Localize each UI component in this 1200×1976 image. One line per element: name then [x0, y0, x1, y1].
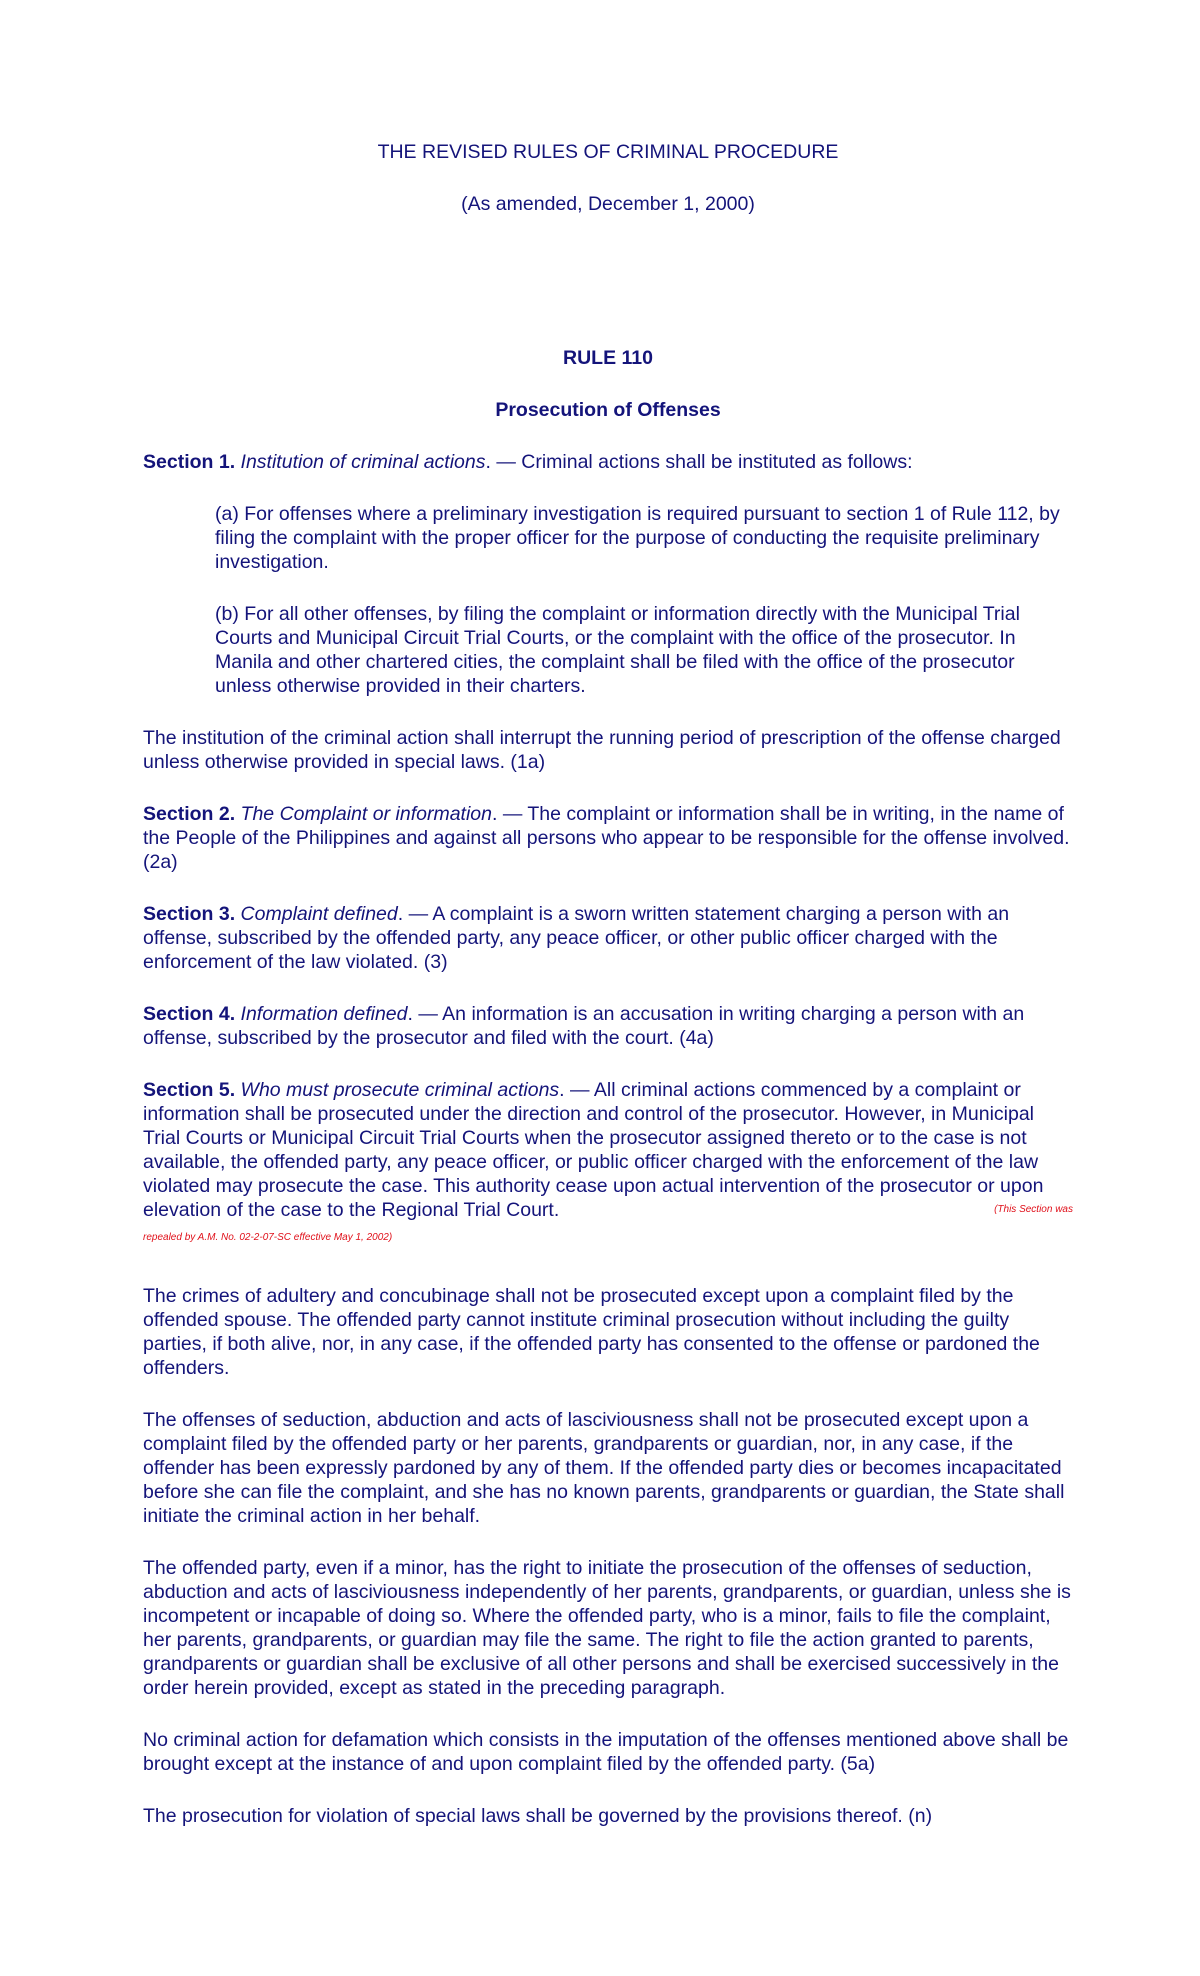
section-1-clause-a: (a) For offenses where a preliminary investigation is required pursuant to section 1 of Rule 112, by filing the complaint with the proper officer for the purpose of conducting the requisite preliminary investigation. [215, 503, 1060, 573]
section-5 [143, 1078, 1073, 1246]
section-title: Complaint defined [240, 903, 398, 925]
section-number: Section 5. [143, 1079, 236, 1101]
repeal-note-end: repealed by A.M. No. 02-2-07-SC effective May 1, 2002) [143, 1232, 393, 1243]
section-title: The Complaint or information [240, 803, 492, 825]
section-number: Section 4. [143, 1003, 236, 1025]
section-number: Section 2. [143, 803, 236, 825]
section-title: Who must prosecute criminal actions [240, 1079, 560, 1101]
rule-title: Prosecution of Offenses [495, 399, 721, 421]
section-3 [143, 902, 1073, 974]
section-1-paragraph: The institution of the criminal action shall interrupt the running period of prescription of the offense charged unless otherwise provided in special laws. (1a) [143, 727, 1061, 773]
paragraph-defamation: No criminal action for defamation which consists in the imputation of the offenses mentioned above shall be brought except at the instance of and upon complaint filed by the offended party. (5a) [143, 1729, 1069, 1775]
repeal-note-start: (This Section was [994, 1204, 1073, 1215]
rule-number: RULE 110 [563, 347, 653, 369]
section-title: Institution of criminal actions [240, 451, 486, 473]
section-text: . — All criminal actions commenced by a complaint or information shall be prosecuted under the direction and control of the prosecutor. However, in Municipal Trial Courts or Municipal Circuit Trial Courts when the prosecutor assigned thereto or to the case is not available, the offended party, any peace officer, or public officer charged with the enforcement of the law violated may prosecute the case. This authority cease upon actual intervention of the prosecutor or upon elevation of the case to the Regional Trial Court. [143, 1079, 1044, 1221]
section-4 [143, 1002, 1073, 1050]
section-text: . — An information is an accusation in writing charging a person with an offense, subscribed by the prosecutor and filed with the court. (4a) [143, 1003, 1025, 1049]
paragraph-adultery: The crimes of adultery and concubinage shall not be prosecuted except upon a complaint filed by the offended spouse. The offended party cannot institute criminal prosecution without including the guilty parties, if both alive, nor, in any case, if the offended party has consented to the offense or pardoned the offenders. [143, 1285, 1040, 1379]
document-title: THE REVISED RULES OF CRIMINAL PROCEDURE [377, 141, 839, 163]
paragraph-seduction: The offenses of seduction, abduction and acts of lasciviousness shall not be prosecuted except upon a complaint filed by the offended party or her parents, grandparents or guardian, nor, in any case, if the offender has been expressly pardoned by any of them. If the offended party dies or becomes incapacitated before she can file the complaint, and she has no known parents, grandparents or guardian, the State shall initiate the criminal action in her behalf. [143, 1409, 1065, 1527]
section-text: . — Criminal actions shall be instituted as follows: [485, 451, 913, 473]
section-number: Section 1. [143, 451, 236, 473]
paragraph-offended-minor: The offended party, even if a minor, has the right to initiate the prosecution of the offenses of seduction, abduction and acts of lasciviousness independently of her parents, grandparents, or guardian, unless she is incompetent or incapable of doing so. Where the offended party, who is a minor, fails to file the complaint, her parents, grandparents, or guardian may file the same. The right to file the action granted to parents, grandparents or guardian shall be exclusive of all other persons and shall be exercised successively in the order herein provided, except as stated in the preceding paragraph. [143, 1557, 1071, 1699]
section-2 [143, 802, 1073, 874]
section-1-clause-b: (b) For all other offenses, by filing the complaint or information directly with the Municipal Trial Courts and Municipal Circuit Trial Courts, or the complaint with the office of the prosecutor. In Manila and other chartered cities, the complaint shall be filed with the office of the prosecutor unless otherwise provided in their charters. [215, 603, 1020, 697]
section-text: . — A complaint is a sworn written statement charging a person with an offense, subscribed by the offended party, any peace officer, or other public officer charged with the enforcement of the law violated. (3) [143, 903, 1010, 973]
section-title: Information defined [240, 1003, 408, 1025]
section-number: Section 3. [143, 903, 236, 925]
paragraph-special-laws: The prosecution for violation of special laws shall be governed by the provisions thereof. (n) [143, 1805, 933, 1827]
document-body [143, 140, 1073, 1856]
section-1 [143, 450, 1073, 474]
section-text: . — The complaint or information shall be in writing, in the name of the People of the Philippines and against all persons who appear to be responsible for the offense involved. (2a) [143, 803, 1070, 873]
document-subtitle: (As amended, December 1, 2000) [461, 193, 755, 215]
